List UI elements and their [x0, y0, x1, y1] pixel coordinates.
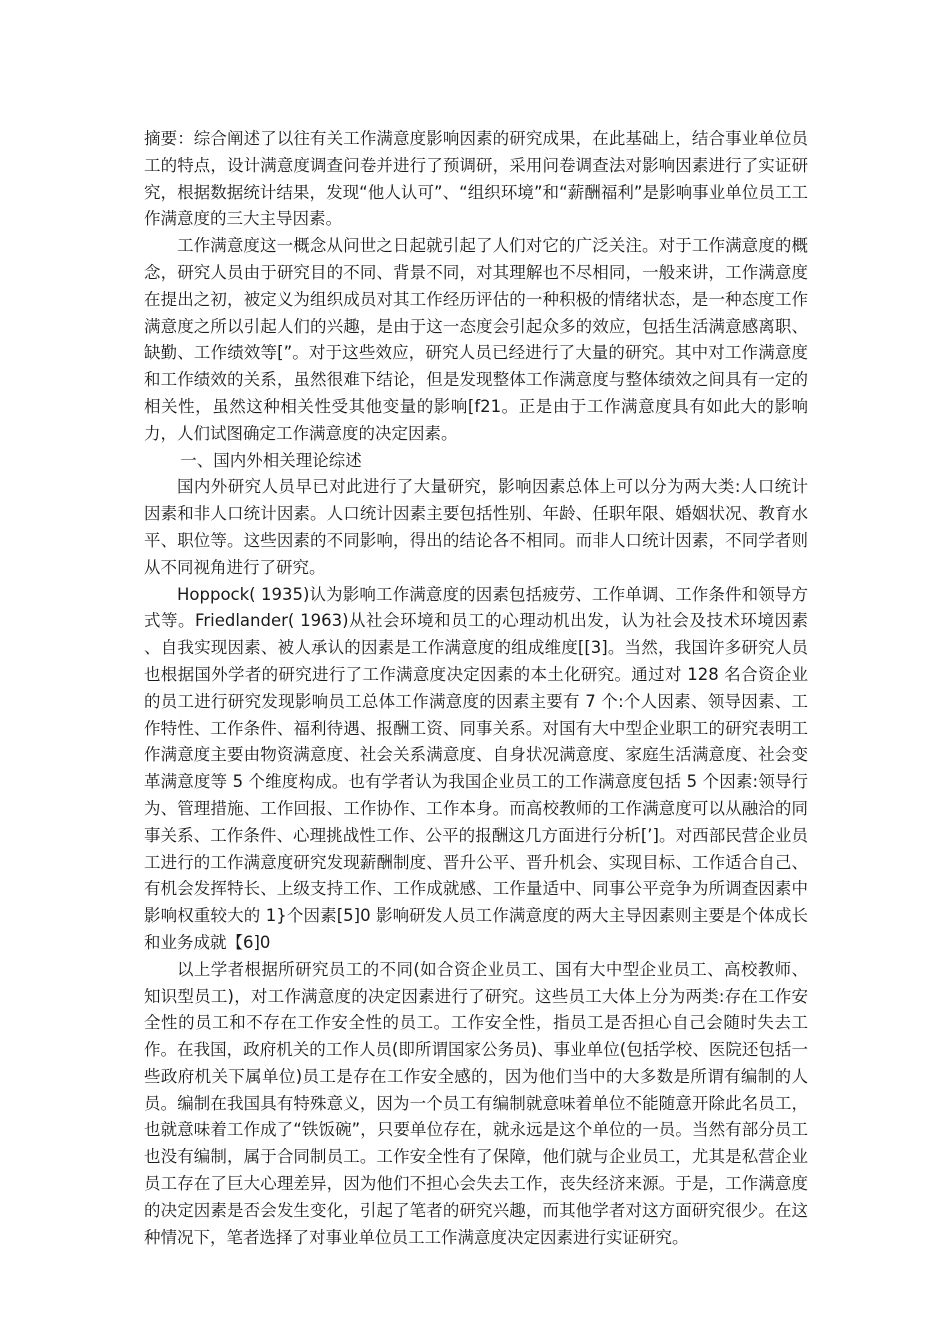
body-paragraph: Hoppock( 1935)认为影响工作满意度的因素包括疲劳、工作单调、工作条件和领导方式等。Friedlander( 1963)从社会环境和员工的心理动机出发，认为社会及技术环境因素 、自我实现因素、被人承认的因素是工作满意度的组成维度[[3]。当然，我国许多研究人员也根据国外学者的研究进行了工作满意度决定因素的本土化研究。通过对 128 名合资企业的员工进行研究发现影响员工总体工作满意度的因素主要有 7 个:个人因素、领导因素、工作特性、工作条件、福利待遇、报酬工资、同事关系。对国有大中型企业职工的研究表明工作满意度主要由物资满意度、社会关系满意度、自身状况满意度、家庭生活满意度、社会变革满意度等 5 个维度构成。也有学者认为我国企业员工的工作满意度包括 5 个因素:领导行为、管理措施、工作回报、工作协作、工作本身。而高校教师的工作满意度可以从融洽的同事关系、工作条件、心理挑战性工作、公平的报酬这几方面进行分析[’]。对西部民营企业员工进行的工作满意度研究发现薪酬制度、晋升公平、晋升机会、实现目标、工作适合自己、有机会发挥特长、上级支持工作、工作成就感、工作量适中、同事公平竞争为所调查因素中影响权重较大的 1}个因素[5]0 影响研发人员工作满意度的两大主导因素则主要是个体成长和业务成就【6]0	[144, 584, 808, 952]
document-page	[144, 126, 808, 1251]
intro-paragraph: 工作满意度这一概念从问世之日起就引起了人们对它的广泛关注。对于工作满意度的概念，研究人员由于研究目的不同、背景不同，对其理解也不尽相同，一般来讲，工作满意度在提出之初，被定义为组织成员对其工作经历评估的一种积极的情绪状态，是一种态度工作满意度之所以引起人们的兴趣，是由于这一态度会引起众多的效应，包括生活满意感离职、缺勤、工作绩效等[”。对于这些效应，研究人员已经进行了大量的研究。其中对工作满意度和工作绩效的关系，虽然很难下结论，但是发现整体工作满意度与整体绩效之间具有一定的相关性，虽然这种相关性受其他变量的影响[f21。正是由于工作满意度具有如此大的影响力，人们试图确定工作满意度的决定因素。	[144, 236, 808, 443]
body-paragraph: 以上学者根据所研究员工的不同(如合资企业员工、国有大中型企业员工、高校教师、知识型员工)，对工作满意度的决定因素进行了研究。这些员工大体上分为两类:存在工作安全性的员工和不存在工作安全性的员工。工作安全性，指员工是否担心自己会随时失去工作。在我国，政府机关的工作人员(即所谓国家公务员)、事业单位(包括学校、医院还包括一些政府机关下属单位)员工是存在工作安全感的，因为他们当中的大多数是所谓有编制的人员。编制在我国具有特殊意义，因为一个员工有编制就意味着单位不能随意开除此名员工，也就意味着工作成了“铁饭碗”，只要单位存在，就永远是这个单位的一员。当然有部分员工也没有编制，属于合同制员工。工作安全性有了保障，他们就与企业员工，尤其是私营企业员工存在了巨大心理差异，因为他们不担心会失去工作，丧失经济来源。于是，工作满意度的决定因素是否会发生变化，引起了笔者的研究兴趣，而其他学者对这方面研究很少。在这种情况下，笔者选择了对事业单位员工工作满意度决定因素进行实证研究。	[144, 959, 808, 1247]
body-paragraph: 国内外研究人员早已对此进行了大量研究，影响因素总体上可以分为两大类:人口统计因素和非人口统计因素。人口统计因素主要包括性别、年龄、任职年限、婚姻状况、教育水平、职位等。这些因素的不同影响，得出的结论各不相同。而非人口统计因素，不同学者则从不同视角进行了研究。	[144, 477, 808, 577]
abstract-paragraph: 摘要：综合阐述了以往有关工作满意度影响因素的研究成果，在此基础上，结合事业单位员工的特点，设计满意度调查问卷并进行了预调研，采用问卷调查法对影响因素进行了实证研究，根据数据统计结果，发现“他人认可”、“组织环境”和“薪酬福利”是影响事业单位员工工作满意度的三大主导因素。	[144, 129, 808, 229]
section-heading: 一、国内外相关理论综述	[180, 450, 362, 470]
